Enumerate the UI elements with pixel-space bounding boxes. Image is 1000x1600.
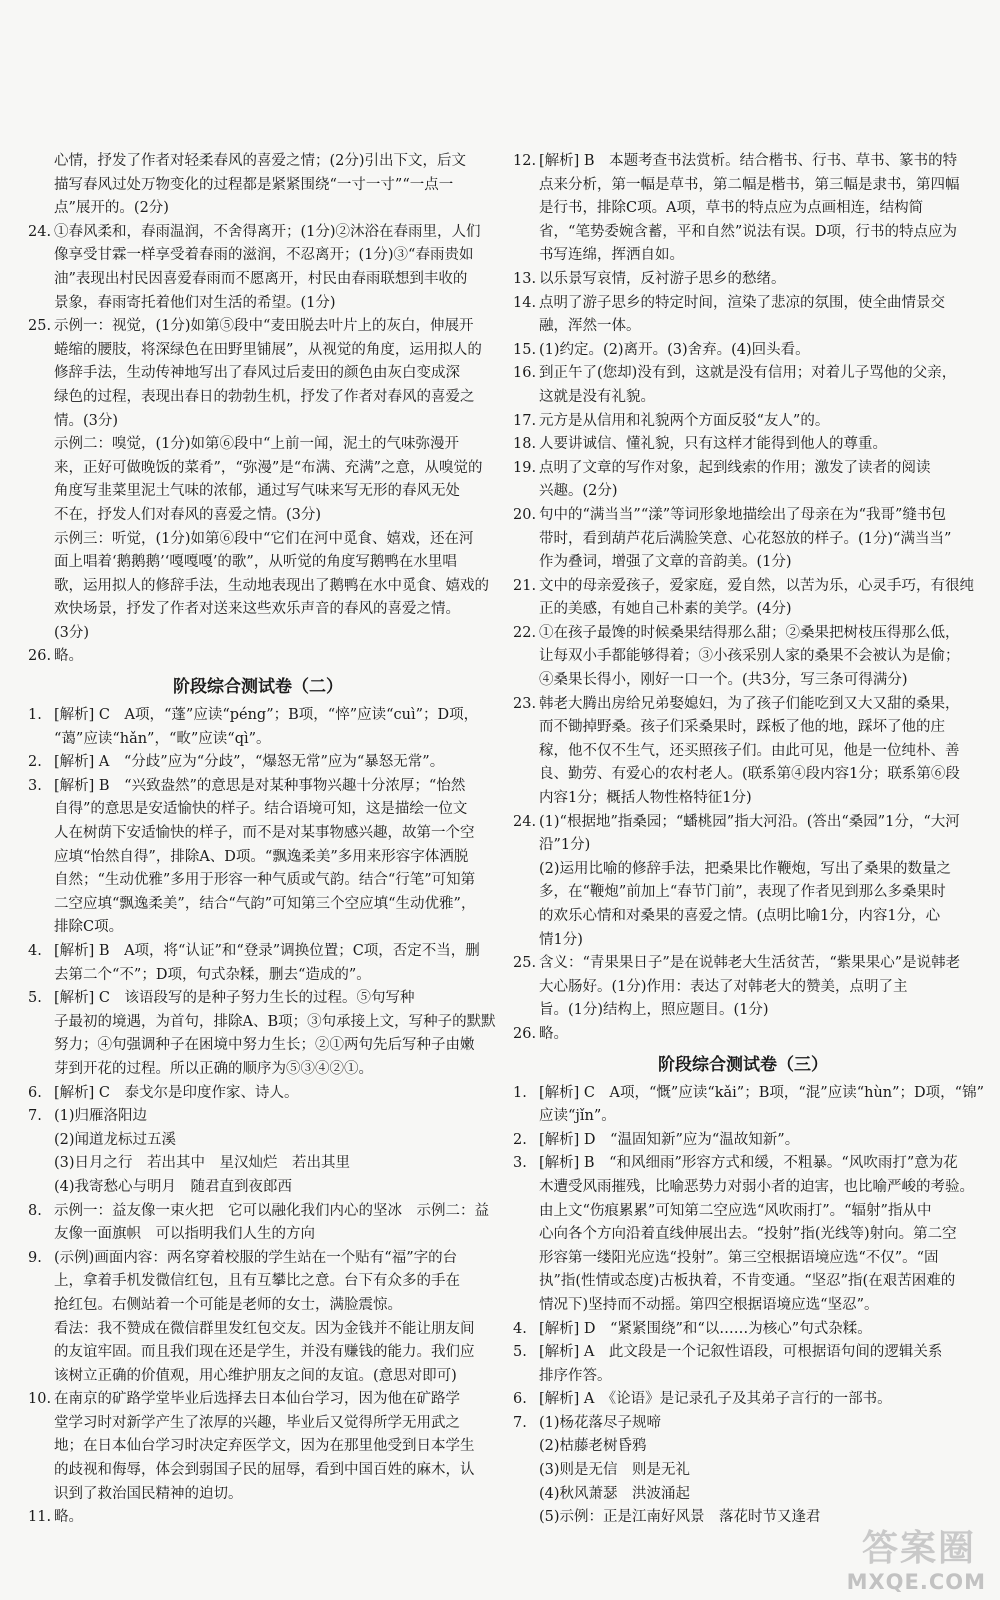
answer-item: [513, 410, 973, 434]
answer-item: [28, 775, 488, 940]
text-line: 示例二：嗅觉，(1分)如第⑥段中“上前一闻，泥土的气味弥漫开: [54, 436, 459, 453]
answer-item: [513, 292, 973, 339]
text-line: (3分): [54, 624, 90, 641]
item-number: 6.: [28, 1084, 42, 1101]
item-text: [539, 1318, 973, 1342]
item-number: 16.: [513, 365, 537, 382]
item-number: 7.: [28, 1108, 42, 1125]
item-number: 12.: [513, 153, 537, 169]
text-line: 排除C项。: [54, 919, 124, 936]
answer-item: [28, 645, 488, 669]
answer-item: [513, 952, 973, 1023]
answer-item: [513, 1023, 973, 1047]
text-line: 来，正好可做晚饭的菜肴”，“弥漫”是“布满、充满”之意，从嗅觉的: [54, 459, 483, 476]
answer-item: [513, 1412, 973, 1530]
answer-item: [513, 339, 973, 363]
item-number: 15.: [513, 341, 537, 358]
item-text: [539, 150, 973, 268]
text-line: 应读“jǐn”。: [539, 1108, 616, 1125]
item-number: 25.: [28, 318, 52, 335]
text-line: 二空应填“飘逸柔美”，结合“气韵”可知第三个空应填“生动优雅”，: [54, 895, 476, 912]
text-line: 排序作答。: [539, 1367, 612, 1384]
text-line: 句中的“满当当”“漾”等词形象地描绘出了母亲在为“我哥”缝书包: [539, 506, 946, 523]
item-number: 14.: [513, 294, 537, 311]
text-line: 作为叠词，增强了文章的音韵美。(1分): [539, 554, 792, 571]
text-line: 以乐景写哀情，反衬游子思乡的愁绪。: [539, 270, 786, 287]
item-number: 21.: [513, 577, 537, 594]
text-line: (1)“根据地”指桑园；“蟠桃园”指大河沿。(答出“桑园”1分，“大河: [539, 813, 960, 830]
text-line: 友像一面旗帜 可以指明我们人生的方向: [54, 1226, 315, 1243]
item-text: [539, 268, 973, 292]
answer-item: [513, 504, 973, 575]
text-line: 由上文“伤痕累累”可知第二空应选“风吹雨打”。“辐射”指从中: [539, 1202, 932, 1219]
text-line: 略。: [54, 1509, 83, 1526]
text-line: 多，在“鞭炮”前加上“春节门前”，表现了作者见到那么多桑果时: [539, 884, 946, 901]
text-line: ④桑果长得小，刚好一口一个。(共3分，写三条可得满分): [539, 672, 908, 689]
text-line: 融，浑然一体。: [539, 318, 641, 335]
answer-item: [28, 704, 488, 751]
answer-item: [28, 987, 496, 1081]
item-text: [54, 940, 488, 987]
text-line: 不在，抒发人们对春风的喜爱之情。(3分): [54, 506, 322, 523]
text-line: 角度写韭菜里泥土气味的浓郁，通过写气味来写无形的春风无处: [54, 483, 460, 500]
text-line: 的友谊牢固。而且我们现在还是学生，并没有赚钱的能力。我们应: [54, 1344, 475, 1361]
text-line: (3)则是无信 则是无礼: [539, 1462, 691, 1479]
text-line: 歌，运用拟人的修辞手法，生动地表现出了鹅鸭在水中觅食、嬉戏的: [54, 577, 489, 594]
item-text: [539, 693, 973, 811]
item-number: 1.: [513, 1084, 527, 1101]
text-line: 含义：“青果果日子”是在说韩老大生活贫苦，“紫果果心”是说韩老: [539, 955, 961, 972]
watermark-url: MXQE.COM: [846, 1570, 986, 1594]
text-line: 到正午了(您却)没有到，这就是没有信用；对着儿子骂他的父亲，: [539, 365, 957, 382]
text-line: 略。: [54, 648, 83, 665]
item-text: [54, 645, 488, 669]
item-text: [54, 1082, 488, 1106]
text-line: [解析] C A项，“蓬”应读“péng”；B项，“悴”应读“cuì”；D项，: [54, 707, 479, 724]
text-line: 人在树荫下安适愉快的样子，而不是对某事物感兴趣，故第一个空: [54, 825, 475, 842]
item-text: [54, 150, 488, 221]
text-line: [解析] C A项，“慨”应读“kǎi”；B项，“混”应读“hùn”；D项，“锦”: [539, 1084, 984, 1101]
text-line: 点来分析，第一幅是草书，第二幅是楷书，第三幅是隶书，第四幅: [539, 176, 960, 193]
text-line: 良、勤劳、有爱心的农村老人。(联系第④段内容1分；联系第⑥段: [539, 766, 960, 783]
item-number: 6.: [513, 1391, 527, 1408]
item-text: [539, 1023, 973, 1047]
text-line: [解析] C 泰戈尔是印度作家、诗人。: [54, 1084, 299, 1101]
text-line: 绿色的过程，表现出春日的勃勃生机，抒发了作者对春风的喜爱之: [54, 388, 475, 405]
item-number: 26.: [513, 1025, 537, 1042]
answer-item: [513, 811, 973, 953]
item-text: [539, 952, 973, 1023]
text-line: 而不锄掉野桑。孩子们采桑果时，踩板了他的地，踩坏了他的庄: [539, 719, 945, 736]
answer-item: [28, 940, 488, 987]
text-line: 子最初的境遇，为首句，排除A、B项；③句承接上文，写种子的默默: [54, 1013, 496, 1030]
text-line: 形容第一缕阳光应选“投射”。第三空根据语境应选“不仅”。“固: [539, 1249, 939, 1266]
answer-item: [28, 1388, 488, 1506]
text-line: 旨。(1分)结构上，照应题目。(1分): [539, 1002, 769, 1019]
text-line: (2)枯藤老树昏鸦: [539, 1438, 647, 1455]
text-line: 该树立正确的价值观，用心维护朋友之间的友谊。(意思对即可): [54, 1367, 457, 1384]
text-line: (3)日月之行 若出其中 星汉灿烂 若出其里: [54, 1155, 351, 1172]
text-line: 沿”1分): [539, 837, 591, 854]
text-line: [解析] A 《论语》是记录孔子及其弟子言行的一部书。: [539, 1391, 892, 1408]
text-line: 抢红包。右侧站着一个可能是老师的女士，满脸震惊。: [54, 1296, 402, 1313]
text-line: 点”展开的。(2分): [54, 200, 169, 217]
answer-item: [513, 1388, 973, 1412]
item-text: [539, 1082, 984, 1129]
text-line: [解析] D “温固知新”应为“温故知新”。: [539, 1131, 800, 1148]
item-number: 1.: [28, 707, 42, 724]
item-number: 23.: [513, 695, 537, 712]
text-line: 情1分): [539, 931, 583, 948]
text-line: 芽到开花的过程。所以正确的顺序为⑤③④②①。: [54, 1060, 373, 1077]
answer-item: [28, 221, 488, 315]
answer-item: [513, 575, 973, 622]
item-text: [539, 339, 973, 363]
item-text: [539, 362, 973, 409]
text-line: 正的美感，有她自己朴素的美学。(4分): [539, 601, 792, 618]
text-line: 地；在日本仙台学习时决定弃医学文，因为在那里他受到日本学生: [54, 1438, 475, 1455]
item-number: 24.: [28, 223, 52, 240]
text-line: [解析] A 此文段是一个记叙性语段，可根据语句间的逻辑关系: [539, 1344, 943, 1361]
text-line: (1)约定。(2)离开。(3)舍弃。(4)回头看。: [539, 341, 810, 358]
text-line: 修辞手法，生动传神地写出了春风过后麦田的颜色由灰白变成深: [54, 365, 460, 382]
answer-item: [28, 1200, 488, 1247]
text-line: 是行书，排除C项。A项，草书的特点应为点画相连，结构简: [539, 200, 924, 217]
item-text: [54, 1506, 488, 1530]
answer-item: [513, 1318, 973, 1342]
item-text: [539, 504, 973, 575]
text-line: 在南京的矿路学堂毕业后选择去日本仙台学习，因为他在矿路学: [54, 1391, 460, 1408]
text-line: 省，“笔势委婉含蓄，平和自然”说法有误。D项，行书的特点应为: [539, 223, 957, 240]
answer-item: [28, 1105, 488, 1199]
text-line: 像享受甘霖一样享受着春雨的滋润，不忍离开；(1分)③“春雨贵如: [54, 247, 474, 264]
text-line: “蔼”应读“hǎn”，“畋”应读“qì”。: [54, 730, 271, 747]
text-line: [解析] D “紧紧围绕”和“以……为核心”句式杂糅。: [539, 1320, 872, 1337]
text-line: 努力；④句强调种子在困境中努力生长；②①两句先后写种子由嫩: [54, 1037, 475, 1054]
text-line: (4)我寄愁心与明月 随君直到夜郎西: [54, 1178, 293, 1195]
item-text: [54, 1247, 488, 1389]
item-number: 24.: [513, 813, 537, 830]
item-number: 18.: [513, 436, 537, 453]
text-line: 示例一：视觉，(1分)如第⑤段中“麦田脱去叶片上的灰白，伸展开: [54, 318, 474, 335]
text-line: 点明了文章的写作对象，起到线索的作用；激发了读者的阅读: [539, 459, 931, 476]
text-line: 自得”的意思是安适愉快的样子。结合语境可知，这是描绘一位文: [54, 801, 468, 818]
answer-item: [513, 1129, 973, 1153]
answer-item: [513, 433, 973, 457]
section-heading: 阶段综合测试卷（三）: [658, 1054, 828, 1075]
item-text: [54, 1388, 488, 1506]
item-number: 5.: [513, 1344, 527, 1361]
text-line: 景象，春雨寄托着他们对生活的希望。(1分): [54, 294, 336, 311]
text-line: 看法：我不赞成在微信群里发红包交友。因为金钱并不能让朋友间: [54, 1320, 475, 1337]
answer-item: [28, 751, 488, 775]
text-line: 文中的母亲爱孩子，爱家庭，爱自然，以苦为乐，心灵手巧，有很纯: [539, 577, 974, 594]
item-number: [28, 150, 54, 221]
item-number: 25.: [513, 955, 537, 972]
text-line: [解析] B A项，将“认证”和“登录”调换位置；C项，否定不当，删: [54, 943, 480, 959]
right-column: [513, 150, 984, 1530]
text-line: [解析] B “和风细雨”形容方式和缓，不粗暴。“风吹雨打”意为花: [539, 1155, 958, 1172]
text-line: 面上唱着‘鹅鹅鹅’‘嘎嘎嘎’的歌”，从听觉的角度写鹅鸭在水里唱: [54, 554, 457, 571]
text-line: [解析] A “分歧”应为“分歧”，“爆怒无常”应为“暴怒无常”。: [54, 754, 445, 771]
text-line: 略。: [539, 1025, 568, 1042]
text-line: 描写春风过处万物变化的过程都是紧紧围绕“一寸一寸”“一点一: [54, 176, 454, 193]
item-text: [54, 987, 496, 1081]
answer-item: [513, 1341, 973, 1388]
answer-item: [513, 1152, 973, 1317]
item-text: [539, 811, 973, 953]
item-text: [54, 315, 489, 645]
text-line: 欢快场景，抒发了作者对送来这些欢乐声音的春风的喜爱之情。: [54, 601, 460, 618]
item-text: [539, 1412, 973, 1530]
watermark-logo-text: 答案圈: [861, 1528, 976, 1569]
item-number: 26.: [28, 648, 52, 665]
text-line: 的欢乐心情和对桑果的喜爱之情。(点明比喻1分，内容1分，心: [539, 908, 941, 924]
text-line: 稼，他不仅不生气，还买照孩子们。由此可见，他是一位纯朴、善: [539, 742, 960, 759]
item-text: [54, 1200, 489, 1247]
text-line: 上，拿着手机发微信红包，且有互攀比之意。台下有众多的手在: [54, 1273, 460, 1290]
text-line: ①春风柔和，春雨温润，不舍得离开；(1分)②沐浴在春雨里，人们: [54, 223, 481, 240]
item-number: 3.: [28, 777, 42, 794]
item-text: [539, 292, 973, 339]
text-line: 情。(3分): [54, 412, 119, 429]
answer-item: [513, 457, 973, 504]
item-number: 2.: [28, 754, 42, 771]
text-line: (2)运用比喻的修辞手法，把桑果比作鞭炮，写出了桑果的数量之: [539, 860, 952, 877]
text-line: 情况下)坚持而不动摇。第四空根据语境应选“坚忍”。: [539, 1296, 879, 1313]
text-line: 让每双小手都能够得着；③小孩采别人家的桑果不会被认为是偷；: [539, 648, 960, 665]
text-line: 元方是从信用和礼貌两个方面反驳“友人”的。: [539, 412, 830, 429]
item-text: [539, 622, 973, 693]
item-number: 13.: [513, 270, 537, 287]
watermark: [816, 1520, 986, 1594]
text-line: 点明了游子思乡的特定时间，渲染了悲凉的氛围，使全曲情景交: [539, 294, 945, 311]
item-number: 9.: [28, 1249, 42, 1266]
text-line: 识到了救治国民精神的迫切。: [54, 1485, 243, 1502]
item-text: [539, 1129, 973, 1153]
item-number: 20.: [513, 506, 537, 523]
text-line: 蜷缩的腰肢，将深绿色在田野里铺展”，从视觉的角度，运用拟人的: [54, 341, 482, 358]
item-text: [54, 221, 488, 315]
item-text: [54, 751, 488, 775]
text-line: 示例三：听觉，(1分)如第⑥段中“它们在河中觅食、嬉戏，还在河: [54, 530, 474, 547]
left-column: [28, 150, 496, 1530]
item-text: [539, 1388, 973, 1412]
item-number: 22.: [513, 624, 537, 641]
answer-item: [28, 1082, 488, 1106]
text-line: 这就是没有礼貌。: [539, 388, 655, 405]
answer-item: [513, 693, 973, 811]
item-text: [539, 457, 973, 504]
text-line: [解析] B 本题考查书法赏析。结合楷书、行书、草书、篆书的特: [539, 153, 958, 169]
item-number: 11.: [28, 1509, 52, 1526]
text-line: ①在孩子最馋的时候桑果结得那么甜；②桑果把树枝压得那么低，: [539, 624, 960, 641]
answer-item: [513, 268, 973, 292]
item-text: [539, 410, 973, 434]
item-text: [539, 1341, 973, 1388]
item-number: 4.: [513, 1320, 527, 1337]
answer-item: [28, 315, 488, 645]
item-number: 19.: [513, 459, 537, 476]
text-line: 心情，抒发了作者对轻柔春风的喜爱之情；(2分)引出下文，后文: [54, 153, 467, 169]
item-number: 7.: [513, 1414, 527, 1431]
item-number: 5.: [28, 990, 42, 1007]
text-line: 心向各个方向沿着直线伸展出去。“投射”指(光线等)射向。第二空: [539, 1226, 957, 1243]
text-line: 堂学习时对新学产生了浓厚的兴趣，毕业后又觉得所学无用武之: [54, 1414, 460, 1431]
item-text: [54, 704, 488, 751]
text-line: (1)归雁洛阳边: [54, 1108, 148, 1125]
text-line: 带时，看到葫芦花后满脸笑意、心花怒放的样子。(1分)“满当当”: [539, 530, 952, 547]
text-line: 大心肠好。(1分)作用：表达了对韩老大的赞美，点明了主: [539, 978, 908, 995]
item-number: 2.: [513, 1131, 527, 1148]
text-line: [解析] B “兴致盎然”的意思是对某种事物兴趣十分浓厚；“怡然: [54, 777, 466, 794]
text-line: 执”指(性情或态度)古板执着，不肯变通。“坚忍”指(在艰苦困难的: [539, 1273, 956, 1290]
text-line: 木遭受风雨摧残，比喻恶势力对弱小者的迫害，也比喻严峻的考验。: [539, 1178, 974, 1195]
text-line: (2)闻道龙标过五溪: [54, 1131, 177, 1148]
item-number: 10.: [28, 1391, 52, 1408]
text-line: 人要讲诚信、懂礼貌，只有这样才能得到他人的尊重。: [539, 436, 887, 453]
text-line: (1)杨花落尽子规啼: [539, 1414, 662, 1431]
text-line: (5)示例：正是江南好风景 落花时节又逢君: [539, 1509, 821, 1526]
text-line: 兴趣。(2分): [539, 483, 618, 500]
item-text: [54, 1105, 488, 1199]
text-line: 油”表现出村民因喜爱春雨而不愿离开，村民由春雨联想到丰收的: [54, 270, 468, 287]
text-line: 韩老大腾出房给兄弟娶媳妇，为了孩子们能吃到又大又甜的桑果，: [539, 695, 960, 712]
text-line: 的歧视和侮辱，体会到弱国子民的屈辱，看到中国百姓的麻木，认: [54, 1462, 475, 1479]
answer-item: [28, 1506, 488, 1530]
answer-item: [513, 150, 973, 268]
text-line: (示例)画面内容：两名穿着校服的学生站在一个贴有“福”字的台: [54, 1249, 458, 1266]
text-line: 去第二个“不”；D项，句式杂糅，删去“造成的”。: [54, 966, 371, 983]
answer-item: [513, 622, 973, 693]
text-line: (4)秋风萧瑟 洪波涌起: [539, 1485, 691, 1502]
text-line: 书写连绵，挥洒自如。: [539, 247, 684, 264]
item-number: 4.: [28, 943, 42, 959]
section-heading: 阶段综合测试卷（二）: [173, 677, 343, 698]
item-text: [539, 575, 974, 622]
answer-item: [513, 362, 973, 409]
text-line: 自然；“生动优雅”多用于形容一种气质或气韵。结合“行笔”可知第: [54, 872, 476, 889]
item-number: 3.: [513, 1155, 527, 1172]
text-line: 示例一：益友像一束火把 它可以融化我们内心的坚冰 示例二：益: [54, 1202, 489, 1219]
text-line: 内容1分；概括人物性格特征1分): [539, 790, 752, 807]
item-text: [539, 1152, 974, 1317]
item-text: [54, 775, 488, 940]
text-line: 应填“怡然自得”，排除A、D项。“飘逸柔美”多用来形容字体洒脱: [54, 848, 469, 865]
item-number: 8.: [28, 1202, 42, 1219]
item-text: [539, 433, 973, 457]
answer-item: [28, 150, 488, 221]
answer-item: [513, 1082, 984, 1129]
answer-item: [28, 1247, 488, 1389]
text-line: [解析] C 该语段写的是种子努力生长的过程。⑤句写种: [54, 990, 415, 1007]
item-number: 17.: [513, 412, 537, 429]
